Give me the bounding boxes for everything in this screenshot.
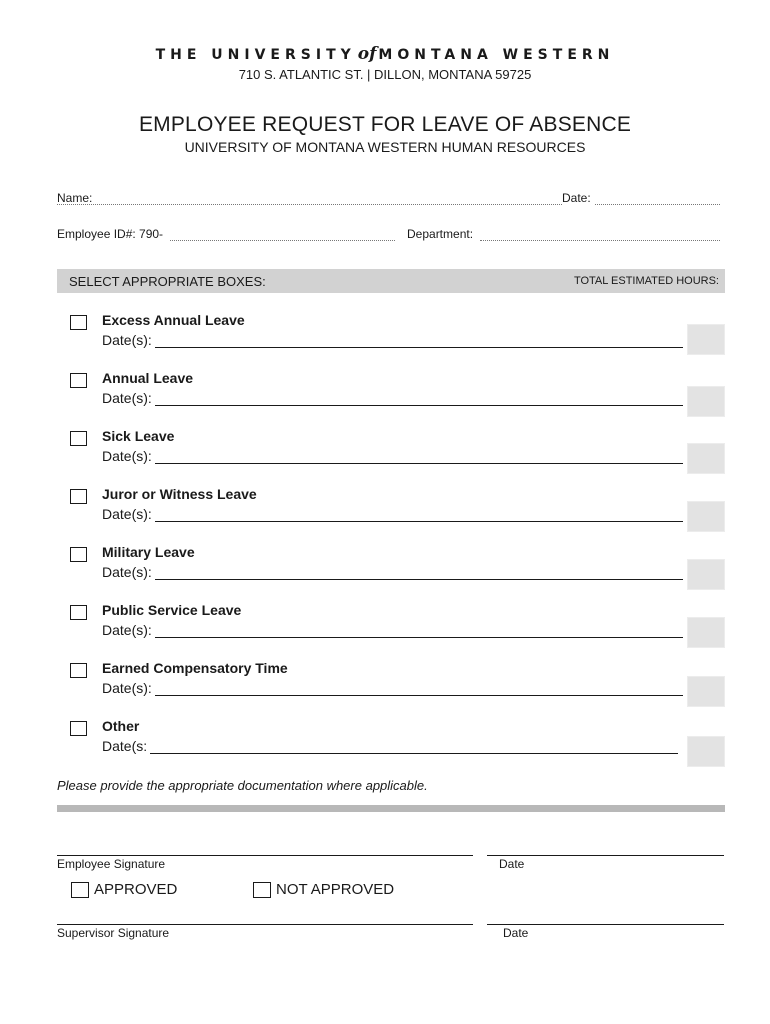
dates-field[interactable]	[155, 521, 683, 522]
dates-field[interactable]	[155, 695, 683, 696]
supervisor-signature-label: Supervisor Signature	[57, 926, 170, 940]
leave-option-military	[70, 544, 730, 594]
section-header-bar	[57, 269, 725, 293]
dates-label: Date(s):	[102, 390, 152, 406]
dates-field[interactable]	[155, 347, 683, 348]
leave-type-label: Other	[102, 718, 140, 734]
hours-input-box[interactable]	[687, 676, 725, 707]
leave-type-label: Public Service Leave	[102, 602, 242, 618]
checkbox[interactable]	[70, 721, 87, 736]
name-label: Name:	[57, 191, 93, 205]
dates-label: Date(s):	[102, 506, 152, 522]
form-title: EMPLOYEE REQUEST FOR LEAVE OF ABSENCE	[138, 113, 632, 136]
employee-signature-field[interactable]	[57, 855, 473, 856]
leave-type-label: Military Leave	[102, 544, 195, 560]
checkbox[interactable]	[70, 663, 87, 678]
leave-option-other	[70, 718, 730, 768]
employee-id-label: Employee ID#: 790-	[57, 227, 164, 241]
not-approved-checkbox[interactable]	[253, 882, 271, 898]
dates-field[interactable]	[155, 637, 683, 638]
dates-label: Date(s):	[102, 680, 152, 696]
dates-label: Date(s:	[102, 738, 148, 754]
checkbox[interactable]	[70, 605, 87, 620]
leave-option-juror-witness	[70, 486, 730, 536]
select-boxes-label: SELECT APPROPRIATE BOXES:	[69, 274, 266, 289]
not-approved-label: NOT APPROVED	[276, 881, 395, 898]
supervisor-date-field[interactable]	[487, 924, 724, 925]
supervisor-date-label: Date	[503, 926, 529, 940]
hours-input-box[interactable]	[687, 501, 725, 532]
checkbox[interactable]	[70, 489, 87, 504]
date-field[interactable]	[595, 204, 720, 205]
leave-type-label: Juror or Witness Leave	[102, 486, 257, 502]
leave-option-earned-comp	[70, 660, 730, 710]
supervisor-signature-field[interactable]	[57, 924, 473, 925]
leave-option-sick	[70, 428, 730, 478]
university-name-of: of	[357, 44, 377, 64]
checkbox[interactable]	[70, 373, 87, 388]
employee-date-field[interactable]	[487, 855, 724, 856]
leave-type-label: Earned Compensatory Time	[102, 660, 288, 676]
hours-input-box[interactable]	[687, 559, 725, 590]
form-subtitle: UNIVERSITY OF MONTANA WESTERN HUMAN RESOURCES	[184, 139, 586, 155]
dates-field[interactable]	[155, 579, 683, 580]
dates-label: Date(s):	[102, 448, 152, 464]
employee-id-field[interactable]	[170, 240, 395, 241]
leave-type-label: Excess Annual Leave	[102, 312, 245, 328]
checkbox[interactable]	[70, 547, 87, 562]
university-address: 710 S. ATLANTIC ST. | DILLON, MONTANA 59725	[238, 67, 532, 82]
leave-option-excess-annual	[70, 312, 730, 362]
hours-input-box[interactable]	[687, 443, 725, 474]
approved-checkbox[interactable]	[71, 882, 89, 898]
university-name-part2: MONTANA WESTERN	[378, 47, 615, 63]
employee-signature-label: Employee Signature	[57, 857, 166, 871]
department-label: Department:	[407, 227, 474, 241]
employee-date-label: Date	[499, 857, 525, 871]
dates-field[interactable]	[150, 753, 678, 754]
hours-input-box[interactable]	[687, 386, 725, 417]
leave-type-label: Sick Leave	[102, 428, 175, 444]
dates-field[interactable]	[155, 463, 683, 464]
leave-type-label: Annual Leave	[102, 370, 194, 386]
documentation-note: Please provide the appropriate documentation where applicable.	[57, 778, 428, 793]
dates-field[interactable]	[155, 405, 683, 406]
hours-input-box[interactable]	[687, 736, 725, 767]
dates-label: Date(s):	[102, 332, 152, 348]
name-field[interactable]	[57, 204, 562, 205]
divider-bar	[57, 805, 725, 812]
dates-label: Date(s):	[102, 622, 152, 638]
department-field[interactable]	[480, 240, 720, 241]
date-label: Date:	[562, 191, 591, 205]
checkbox[interactable]	[70, 431, 87, 446]
dates-label: Date(s):	[102, 564, 152, 580]
university-name	[0, 44, 770, 64]
university-name-part1: THE UNIVERSITY	[155, 47, 356, 63]
leave-option-public-service	[70, 602, 730, 652]
leave-option-annual	[70, 370, 730, 420]
approved-label: APPROVED	[94, 881, 178, 898]
checkbox[interactable]	[70, 315, 87, 330]
hours-input-box[interactable]	[687, 617, 725, 648]
hours-input-box[interactable]	[687, 324, 725, 355]
total-hours-label: TOTAL ESTIMATED HOURS:	[573, 275, 719, 287]
